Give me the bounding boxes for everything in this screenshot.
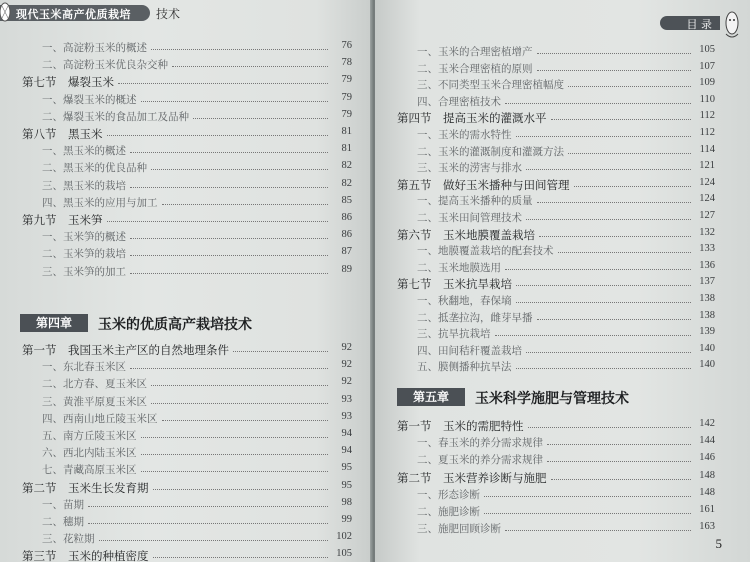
toc-page-number: 102: [336, 531, 352, 543]
dot-leader: [547, 444, 691, 445]
toc-entry-row[interactable]: [417, 210, 715, 226]
dot-leader: [505, 269, 691, 270]
toc-entry-title: 第三节 玉米的种植密度: [22, 549, 149, 562]
toc-page-number: 138: [699, 293, 715, 304]
toc-page-number: 89: [341, 263, 352, 275]
toc-page-number: 81: [341, 126, 352, 137]
dot-leader: [537, 202, 692, 203]
toc-page-number: 82: [341, 177, 352, 189]
dot-leader: [528, 427, 692, 428]
toc-entry-row[interactable]: [42, 445, 352, 461]
toc-entry-title: 七、青藏高原玉米区: [42, 464, 137, 477]
toc-entry-row[interactable]: [42, 394, 352, 410]
toc-entry-title: 二、玉米田间管理技术: [417, 212, 522, 224]
toc-page-number: 95: [341, 462, 352, 474]
page-number: 5: [715, 536, 722, 551]
toc-page-number: 148: [699, 469, 715, 481]
toc-entry-row[interactable]: [417, 521, 715, 537]
toc-entry-title: 第四节 提高玉米的灌溉水平: [397, 111, 547, 126]
toc-entry-row[interactable]: [417, 260, 715, 276]
toc-entry-row[interactable]: [42, 428, 352, 444]
toc-page-number: 109: [699, 77, 715, 89]
toc-entry-row[interactable]: [42, 160, 352, 176]
toc-page-number: 161: [699, 504, 715, 515]
toc-entry-row[interactable]: [42, 195, 352, 211]
toc-page-number: 86: [341, 212, 352, 223]
toc-entry-row[interactable]: [417, 452, 715, 468]
toc-section-row[interactable]: [397, 110, 715, 126]
toc-entry-title: 四、田间秸秆覆盖栽培: [417, 344, 522, 357]
toc-page-number: 99: [341, 514, 352, 525]
toc-section-row[interactable]: [397, 418, 715, 434]
toc-entry-title: 一、秋翻地，春保墒: [417, 295, 512, 307]
toc-page-number: 93: [341, 393, 352, 405]
toc-section-row[interactable]: [397, 227, 715, 243]
dot-leader: [539, 236, 691, 237]
toc-section-row[interactable]: [22, 480, 352, 496]
dot-leader: [495, 335, 692, 336]
toc-page-number: 78: [341, 57, 352, 69]
toc-page-number: 85: [341, 194, 352, 206]
toc-page-number: 142: [699, 418, 715, 429]
toc-entry-title: 一、玉米的需水特性: [417, 129, 512, 141]
toc-entry-title: 三、施肥回顾诊断: [417, 523, 501, 536]
dot-leader: [526, 219, 691, 220]
toc-entry-row[interactable]: [42, 178, 352, 194]
toc-entry-row[interactable]: [417, 61, 715, 77]
toc-page-number: 98: [341, 496, 352, 508]
toc-entry-row[interactable]: [417, 193, 715, 209]
toc-entry-title: 二、北方春、夏玉米区: [42, 378, 147, 391]
dot-leader: [151, 49, 328, 50]
dot-leader: [141, 437, 329, 438]
toc-page-number: 82: [341, 160, 352, 172]
chapter-title: 玉米科学施肥与管理技术: [475, 391, 629, 407]
toc-page-number: 94: [341, 428, 352, 439]
dot-leader: [130, 152, 328, 153]
dot-leader: [574, 186, 692, 187]
toc-page-number: 92: [341, 342, 352, 353]
dot-leader: [551, 119, 692, 120]
toc-entry-row[interactable]: [417, 243, 715, 259]
dot-leader: [107, 221, 329, 222]
toc-page-number: 146: [699, 452, 715, 464]
toc-entry-title: 第八节 黑玉米: [22, 127, 103, 141]
toc-entry-title: 一、春玉米的养分需求规律: [417, 437, 543, 450]
toc-page-number: 87: [341, 246, 352, 258]
toc-entry-row[interactable]: [417, 326, 715, 342]
dot-leader: [516, 136, 692, 137]
toc-entry-title: 二、夏玉米的养分需求规律: [417, 454, 543, 467]
dot-leader: [484, 496, 691, 497]
toc-entry-title: 三、玉米笋的加工: [42, 265, 126, 278]
toc-entry-title: 六、西北内陆玉米区: [42, 447, 137, 460]
toc-entry-title: 二、玉米合理密植的原则: [417, 62, 533, 75]
toc-section-row[interactable]: [22, 212, 352, 228]
toc-page-number: 144: [699, 435, 715, 447]
dot-leader: [568, 86, 691, 87]
dot-leader: [151, 385, 328, 386]
toc-page-number: 133: [699, 243, 715, 255]
toc-entry-row[interactable]: [417, 94, 715, 110]
dot-leader: [558, 252, 692, 253]
toc-entry-row[interactable]: [417, 127, 715, 143]
toc-section-row[interactable]: [397, 470, 715, 486]
toc-entry-title: 四、西南山地丘陵玉米区: [42, 412, 158, 425]
dot-leader: [537, 319, 692, 320]
toc-entry-title: 二、爆裂玉米的食品加工及品种: [42, 110, 189, 123]
toc-entry-title: 二、穗期: [42, 516, 84, 528]
dot-leader: [484, 513, 691, 514]
toc-entry-row[interactable]: [417, 77, 715, 93]
section-tab-label: 目 录: [686, 18, 712, 31]
toc-entry-title: 二、玉米地膜选用: [417, 261, 501, 274]
chapter-label-box: 第五章: [397, 388, 465, 406]
toc-entry-row[interactable]: [417, 160, 715, 176]
toc-page-number: 140: [699, 359, 715, 371]
dot-leader: [151, 169, 328, 170]
chapter-heading[interactable]: [20, 314, 340, 334]
toc-entry-row[interactable]: [42, 376, 352, 392]
toc-section-row[interactable]: [397, 177, 715, 193]
toc-entry-title: 一、形态诊断: [417, 488, 480, 501]
book-title: 现代玉米高产优质栽培: [16, 8, 131, 21]
book-title-suffix: 技术: [156, 7, 181, 21]
toc-entry-title: 一、地膜覆盖栽培的配套技术: [417, 245, 554, 258]
toc-entry-title: 第一节 玉米的需肥特性: [397, 419, 524, 433]
toc-entry-row[interactable]: [417, 359, 715, 375]
toc-page-number: 92: [341, 359, 352, 371]
corn-mascot-icon: [722, 10, 742, 40]
toc-page-number: 105: [699, 44, 715, 55]
toc-page-number: 76: [341, 40, 352, 51]
dot-leader: [88, 523, 328, 524]
toc-entry-row[interactable]: [417, 293, 715, 309]
toc-entry-title: 一、黑玉米的概述: [42, 145, 126, 158]
dot-leader: [547, 461, 691, 462]
dot-leader: [526, 169, 691, 170]
toc-entry-title: 四、合理密植技术: [417, 95, 501, 108]
toc-entry-title: 一、提高玉米播种的质量: [417, 195, 533, 208]
toc-page-number: 79: [341, 91, 352, 103]
dot-leader: [141, 454, 329, 455]
toc-section-row[interactable]: [22, 74, 352, 90]
toc-entry-row[interactable]: [42, 497, 352, 513]
toc-page-number: 112: [699, 127, 715, 138]
toc-page-number: 121: [699, 160, 715, 172]
toc-entry-title: 第六节 玉米地膜覆盖栽培: [397, 227, 535, 242]
toc-entry-row[interactable]: [42, 40, 352, 56]
chapter-label-box: 第四章: [20, 314, 88, 332]
dot-leader: [516, 368, 692, 369]
toc-page-number: 81: [341, 143, 352, 155]
toc-section-row[interactable]: [22, 342, 352, 358]
dot-leader: [107, 135, 329, 136]
toc-page-number: 110: [699, 93, 715, 105]
toc-entry-title: 二、玉米笋的栽培: [42, 248, 126, 261]
toc-page-number: 137: [699, 276, 715, 288]
toc-entry-row[interactable]: [417, 343, 715, 359]
toc-page-number: 93: [341, 410, 352, 422]
toc-section-row[interactable]: [397, 276, 715, 292]
toc-entry-row[interactable]: [42, 514, 352, 530]
toc-entry-row[interactable]: [42, 92, 352, 108]
toc-entry-title: 一、苗期: [42, 498, 84, 511]
toc-entry-title: 第二节 玉米生长发育期: [22, 480, 149, 495]
dot-leader: [516, 285, 691, 286]
toc-entry-row[interactable]: [417, 435, 715, 451]
dot-leader: [551, 479, 692, 480]
dot-leader: [130, 238, 328, 239]
toc-entry-row[interactable]: [42, 462, 352, 478]
toc-page-number: 105: [336, 548, 352, 560]
toc-entry-title: 第一节 我国玉米主产区的自然地理条件: [22, 343, 229, 357]
toc-entry-title: 三、花粒期: [42, 533, 95, 546]
dot-leader: [130, 255, 328, 256]
toc-section-row[interactable]: [22, 548, 352, 562]
toc-page-number: 114: [699, 143, 715, 155]
toc-entry-row[interactable]: [417, 144, 715, 160]
toc-entry-row[interactable]: [42, 359, 352, 375]
toc-entry-title: 一、玉米的合理密植增产: [417, 46, 533, 58]
toc-page-number: 94: [341, 445, 352, 457]
toc-entry-title: 第五节 做好玉米播种与田间管理: [397, 177, 570, 192]
toc-entry-title: 第七节 爆裂玉米: [22, 75, 114, 90]
dot-leader: [141, 471, 329, 472]
toc-entry-title: 二、玉米的灌溉制度和灌溉方法: [417, 145, 564, 158]
toc-page-number: 148: [699, 486, 715, 498]
toc-entry-row[interactable]: [42, 531, 352, 547]
toc-entry-row[interactable]: [42, 411, 352, 427]
chapter-heading[interactable]: [397, 388, 717, 408]
toc-page-number: 79: [341, 108, 352, 120]
toc-page-number: 139: [699, 326, 715, 338]
toc-page-number: 86: [341, 229, 352, 241]
toc-section-row[interactable]: [22, 126, 352, 142]
toc-entry-row[interactable]: [42, 57, 352, 73]
toc-entry-row[interactable]: [42, 246, 352, 262]
toc-page-number: 107: [699, 60, 715, 72]
toc-entry-title: 五、南方丘陵玉米区: [42, 430, 137, 442]
dot-leader: [172, 66, 328, 67]
right-running-header: [622, 16, 742, 32]
toc-entry-title: 一、高淀粉玉米的概述: [42, 42, 147, 54]
toc-entry-row[interactable]: [42, 229, 352, 245]
dot-leader: [151, 403, 328, 404]
toc-entry-title: 一、爆裂玉米的概述: [42, 93, 137, 106]
dot-leader: [233, 351, 328, 352]
toc-page-number: 132: [699, 226, 715, 238]
toc-entry-title: 二、黑玉米的优良品种: [42, 162, 147, 175]
dot-leader: [88, 506, 328, 507]
toc-page-number: 95: [341, 479, 352, 491]
dot-leader: [516, 302, 692, 303]
dot-leader: [162, 420, 329, 421]
dot-leader: [162, 204, 329, 205]
toc-entry-row[interactable]: [42, 143, 352, 159]
toc-page-number: 124: [699, 193, 715, 205]
toc-page-number: 140: [699, 342, 715, 354]
toc-entry-title: 三、黄淮平原夏玉米区: [42, 395, 147, 408]
toc-entry-title: 一、东北春玉米区: [42, 361, 126, 374]
dot-leader: [526, 352, 691, 353]
toc-entry-title: 四、黑玉米的应用与加工: [42, 196, 158, 209]
dot-leader: [505, 530, 691, 531]
dot-leader: [118, 83, 328, 84]
dot-leader: [537, 53, 692, 54]
toc-entry-row[interactable]: [417, 504, 715, 520]
toc-entry-title: 二、施肥诊断: [417, 506, 480, 518]
toc-entry-title: 三、玉米的涝害与排水: [417, 162, 522, 175]
toc-entry-title: 五、膜侧播种抗旱法: [417, 361, 512, 374]
dot-leader: [505, 103, 691, 104]
toc-entry-row[interactable]: [42, 264, 352, 280]
toc-page-number: 163: [699, 521, 715, 533]
toc-page-number: 79: [341, 74, 352, 86]
toc-entry-title: 二、抵垄拉沟，雌芽早播: [417, 311, 533, 324]
chapter-title: 玉米的优质高产栽培技术: [98, 317, 252, 333]
dot-leader: [537, 70, 692, 71]
dot-leader: [568, 153, 691, 154]
toc-entry-row[interactable]: [417, 487, 715, 503]
toc-entry-title: 一、玉米笋的概述: [42, 231, 126, 244]
toc-entry-row[interactable]: [417, 310, 715, 326]
dot-leader: [153, 489, 329, 490]
toc-entry-title: 第九节 玉米笋: [22, 213, 103, 227]
toc-entry-row[interactable]: [42, 109, 352, 125]
toc-page-number: 92: [341, 376, 352, 388]
dot-leader: [130, 187, 328, 188]
dot-leader: [193, 118, 328, 119]
dot-leader: [153, 557, 329, 558]
corn-logo-icon: [0, 2, 12, 22]
dot-leader: [130, 273, 328, 274]
toc-entry-title: 第七节 玉米抗旱栽培: [397, 277, 512, 292]
left-page: [0, 0, 372, 562]
toc-entry-row[interactable]: [417, 44, 715, 60]
toc-page-number: 138: [699, 309, 715, 321]
toc-entry-title: 三、不同类型玉米合理密植幅度: [417, 79, 564, 92]
right-page: [375, 0, 750, 562]
dot-leader: [99, 540, 329, 541]
toc-page-number: 124: [699, 176, 715, 188]
toc-entry-title: 第二节 玉米营养诊断与施肥: [397, 470, 547, 485]
toc-entry-title: 三、黑玉米的栽培: [42, 179, 126, 192]
dot-leader: [141, 101, 329, 102]
toc-entry-title: 三、抗旱抗栽培: [417, 328, 491, 341]
toc-entry-title: 二、高淀粉玉米优良杂交种: [42, 59, 168, 72]
dot-leader: [130, 368, 328, 369]
toc-page-number: 127: [699, 210, 715, 221]
toc-page-number: 112: [699, 110, 715, 122]
toc-page-number: 136: [699, 259, 715, 271]
left-running-header: [0, 2, 230, 24]
